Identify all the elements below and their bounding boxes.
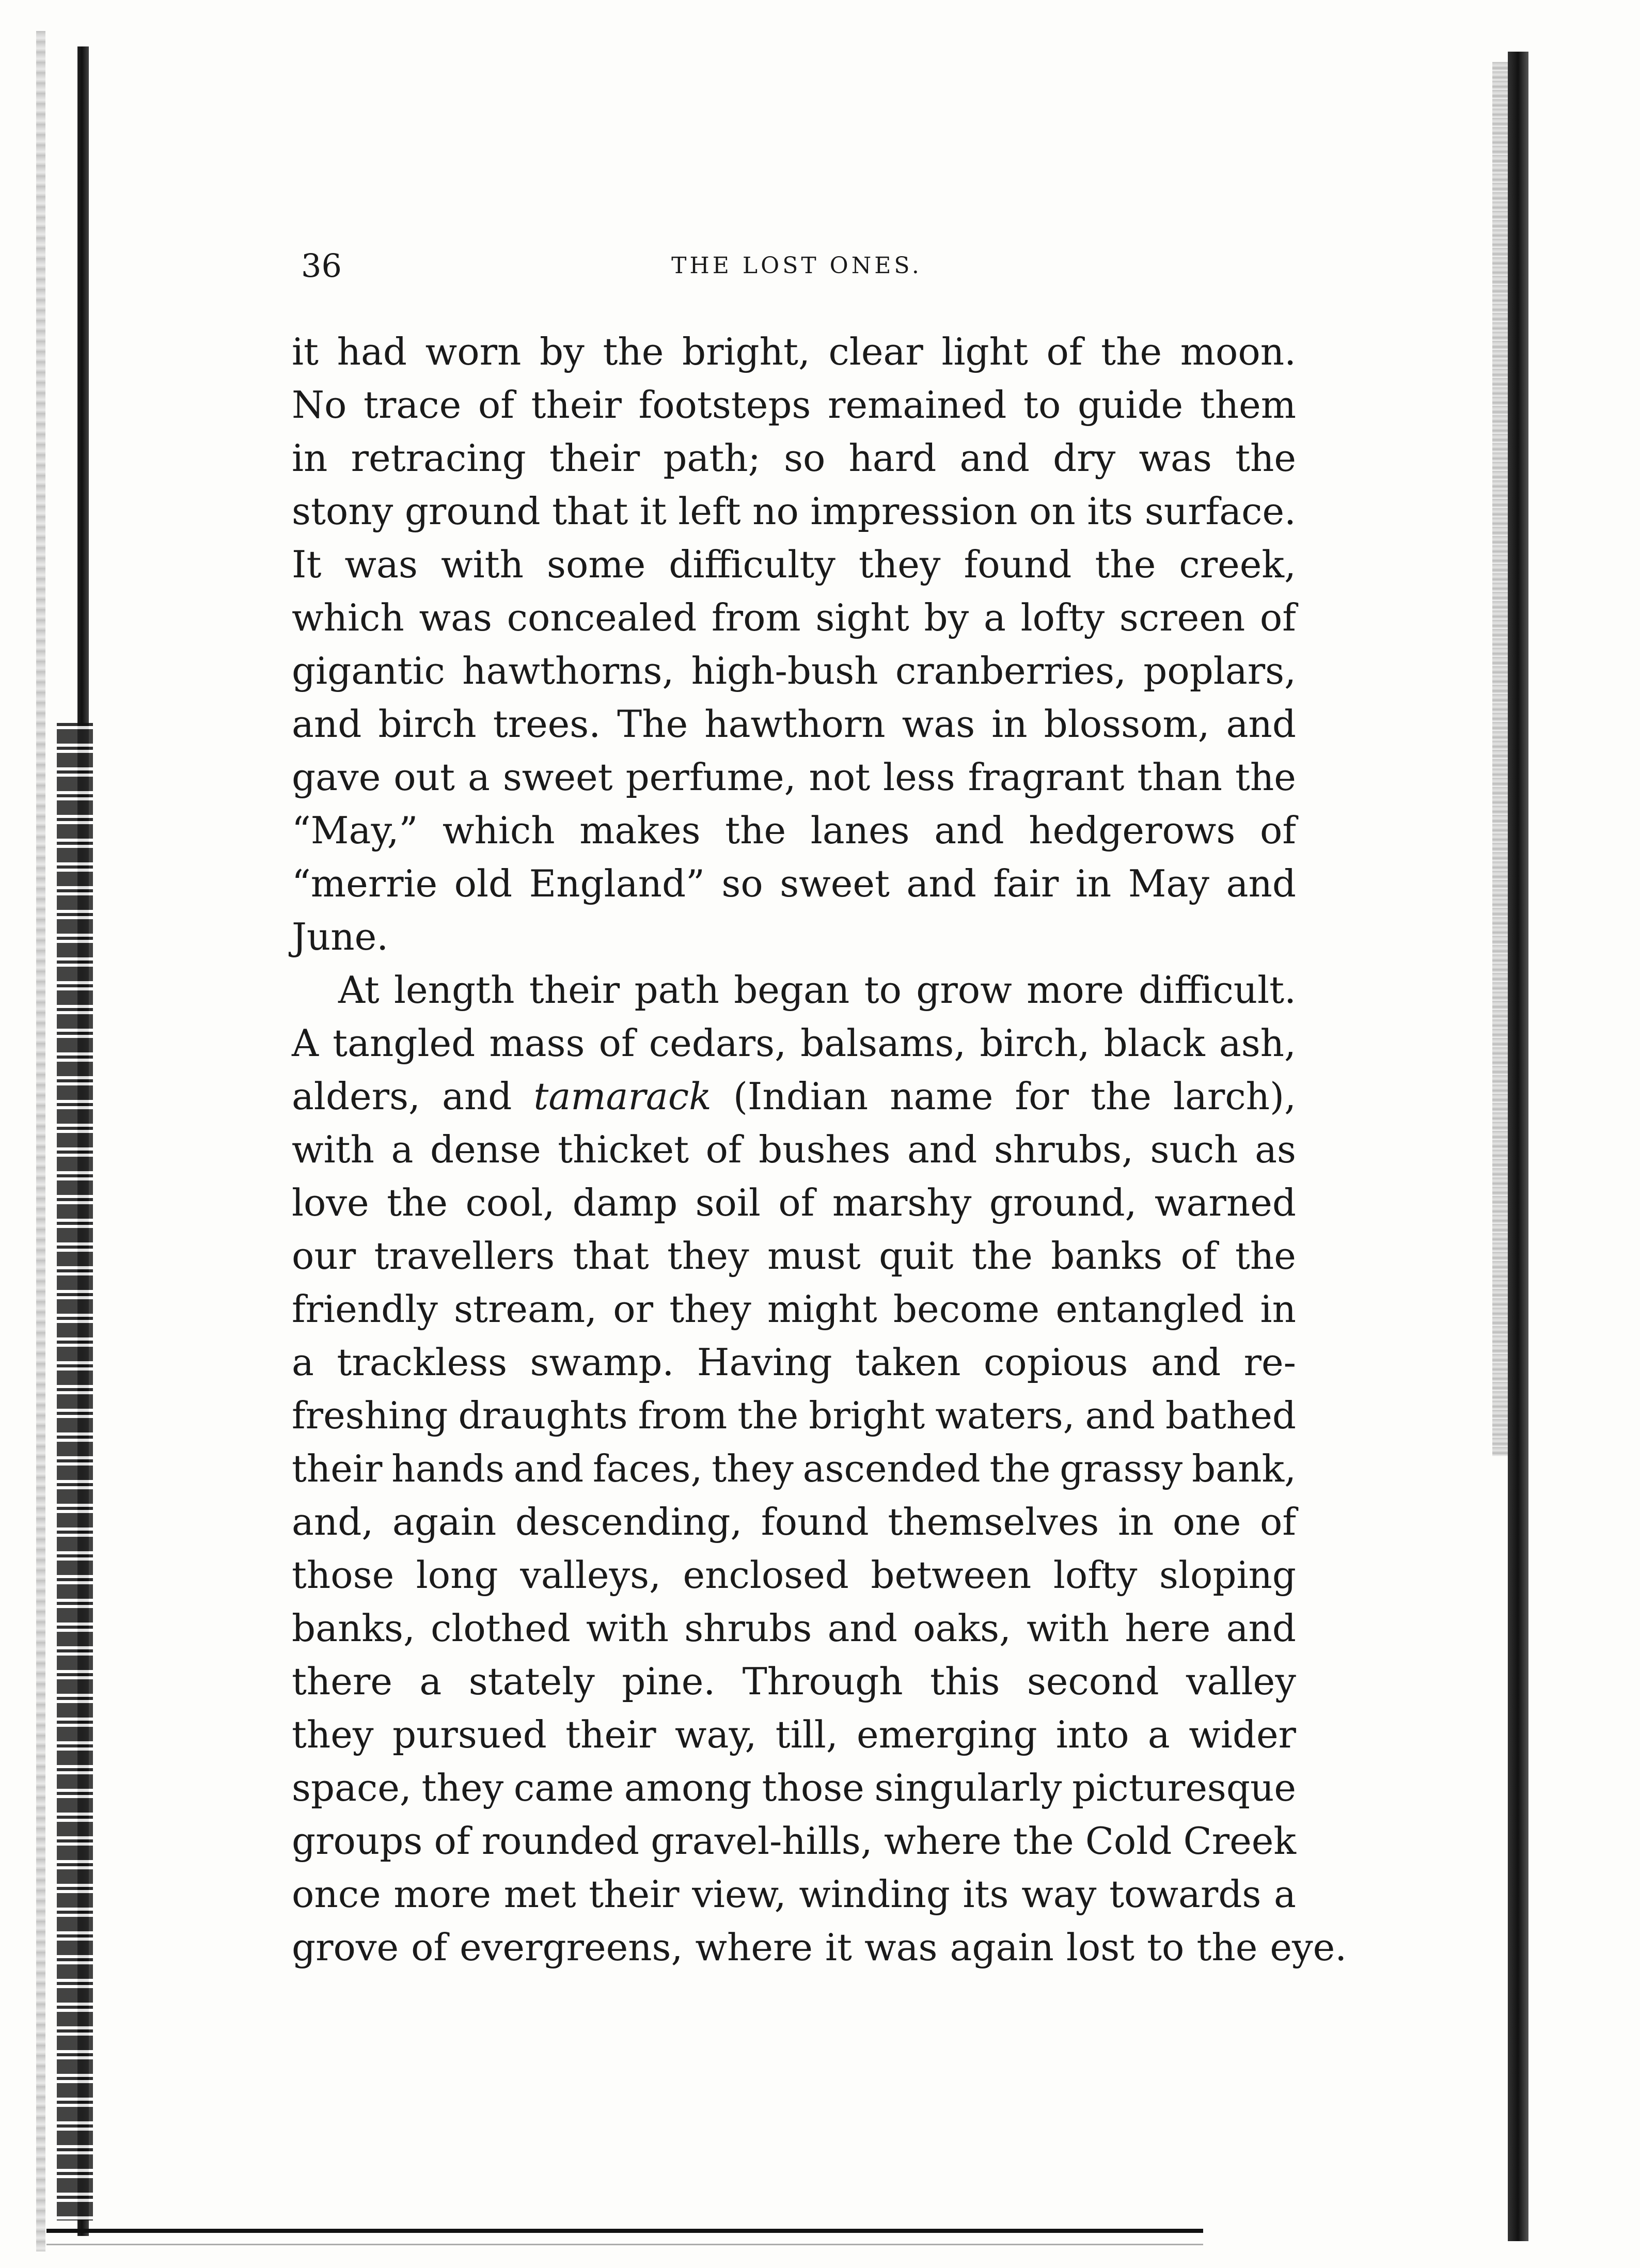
text-line: space, they came among those singularly picturesque [292, 1766, 1296, 1809]
text-line: banks, clothed with shrubs and oaks, with here and [292, 1606, 1296, 1650]
text-line: their hands and faces, they ascended the grassy bank, [292, 1447, 1296, 1490]
text-line: stony ground that it left no impression on its surface. [292, 490, 1296, 533]
text-line: and, again descending, found themselves in one of [292, 1500, 1296, 1544]
text-line: “May,” which makes the lanes and hedgerows of [292, 809, 1296, 852]
text-line: in retracing their path; so hard and dry was the [292, 436, 1296, 480]
running-head [301, 243, 1292, 289]
page-number: 36 [301, 247, 342, 285]
paragraph-2 [292, 964, 1347, 1974]
text-line: and birch trees. The hawthorn was in blossom, and [292, 702, 1296, 746]
text-line: it had worn by the bright, clear light of the moon. [292, 330, 1296, 373]
text-line: June. [292, 915, 389, 958]
scan-bottom-edge [46, 2229, 1203, 2233]
paragraph-1 [292, 325, 1296, 964]
text-line: freshing draughts from the bright waters, and bathed [292, 1394, 1296, 1437]
text-line: No trace of their footsteps remained to guide them [292, 383, 1296, 427]
text-line: our travellers that they must quit the banks of the [292, 1234, 1296, 1278]
text-line: love the cool, damp soil of marshy ground, warned [292, 1181, 1296, 1224]
text-line: It was with some difficulty they found the creek, [292, 543, 1296, 586]
text-line: gigantic hawthorns, high-bush cranberries, poplars, [292, 649, 1296, 692]
scan-edge-right [1508, 52, 1528, 2241]
text-line: once more met their view, winding its way towards a [292, 1872, 1296, 1916]
scan-edge-left-noise [36, 31, 45, 2251]
text-line: those long valleys, enclosed between lofty sloping [292, 1553, 1296, 1597]
text-line: “merrie old England” so sweet and fair in May and [292, 862, 1296, 905]
text-line: grove of evergreens, where it was again lost to the eye. [292, 1926, 1347, 1969]
text-line: there a stately pine. Through this second valley [292, 1660, 1296, 1703]
text-line: A tangled mass of cedars, balsams, birch, black ash, [292, 1021, 1296, 1065]
text-line: At length their path began to grow more difficult. [338, 968, 1296, 1012]
scan-binding-marks [57, 723, 93, 2220]
text-line: they pursued their way, till, emerging into a wider [292, 1713, 1296, 1756]
running-title: THE LOST ONES. [671, 253, 922, 279]
scan-bottom-edge-shadow [46, 2244, 1203, 2245]
body-text [292, 325, 1347, 1974]
text-line: a trackless swamp. Having taken copious and re- [292, 1341, 1296, 1384]
text-line: alders, and tamarack (Indian name for the larch), [292, 1075, 1296, 1118]
text-line: with a dense thicket of bushes and shrubs, such as [292, 1128, 1296, 1171]
text-line: groups of rounded gravel-hills, where the Cold Creek [292, 1819, 1296, 1863]
text-line: friendly stream, or they might become entangled in [292, 1287, 1296, 1331]
text-line: which was concealed from sight by a lofty screen of [292, 596, 1296, 639]
text-line: gave out a sweet perfume, not less fragrant than the [292, 755, 1296, 799]
